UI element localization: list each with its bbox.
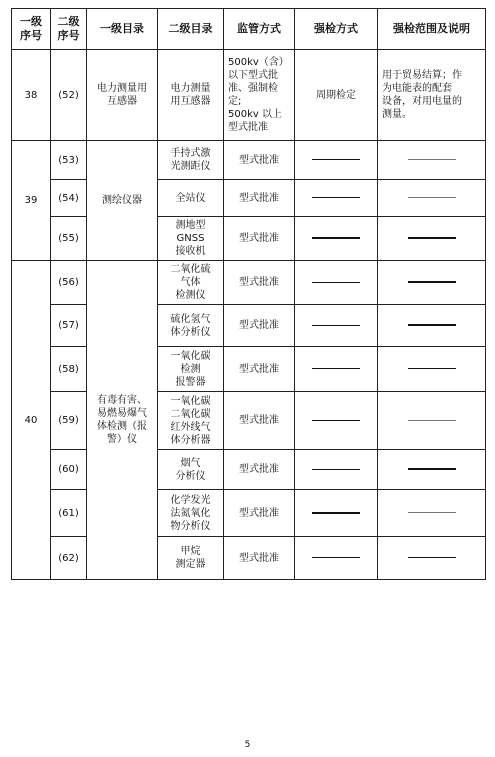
level2-no: (59) (51, 392, 87, 450)
dash-placeholder (312, 368, 360, 369)
inspection-mode (295, 305, 378, 347)
level1-no: 39 (12, 141, 51, 261)
level1-category: 有毒有害、 易燃易爆气 体检测（报 警）仪 (87, 261, 158, 580)
dash-placeholder (312, 512, 360, 514)
level1-no: 40 (12, 261, 51, 580)
level2-item: 一氧化碳 检测 报警器 (158, 347, 224, 392)
level2-item: 甲烷 测定器 (158, 537, 224, 580)
header-level2-catalog: 二级目录 (158, 9, 224, 50)
supervision-mode: 型式批准 (224, 305, 295, 347)
level2-no: (54) (51, 180, 87, 217)
scope-description (378, 141, 486, 180)
inspection-mode (295, 450, 378, 490)
inspection-mode (295, 490, 378, 537)
level2-item: 测地型 GNSS 接收机 (158, 217, 224, 261)
scope-description (378, 392, 486, 450)
supervision-mode: 型式批准 (224, 347, 295, 392)
dash-placeholder (312, 557, 360, 558)
inspection-mode (295, 261, 378, 305)
level2-no: (60) (51, 450, 87, 490)
header-supervision: 监管方式 (224, 9, 295, 50)
dash-placeholder (408, 557, 456, 558)
level2-no: (62) (51, 537, 87, 580)
dash-placeholder (408, 324, 456, 326)
level2-item: 化学发光 法氮氧化 物分析仪 (158, 490, 224, 537)
scope-description: 用于贸易结算；作 为电能表的配套 设备，对用电量的 测量。 (378, 50, 486, 141)
table-row (12, 305, 486, 347)
scope-description (378, 217, 486, 261)
scope-description (378, 305, 486, 347)
dash-placeholder (312, 420, 360, 421)
scope-description (378, 180, 486, 217)
scope-description (378, 450, 486, 490)
level2-no: (56) (51, 261, 87, 305)
dash-placeholder (312, 197, 360, 198)
dash-placeholder (408, 512, 456, 513)
inspection-mode (295, 392, 378, 450)
level2-no: (55) (51, 217, 87, 261)
level2-no: (61) (51, 490, 87, 537)
table-row (12, 180, 486, 217)
dash-placeholder (312, 237, 360, 239)
supervision-mode: 型式批准 (224, 180, 295, 217)
table-row (12, 217, 486, 261)
scope-description (378, 261, 486, 305)
supervision-mode: 型式批准 (224, 537, 295, 580)
inspection-mode: 周期检定 (295, 50, 378, 141)
dash-placeholder (312, 282, 360, 283)
level2-no: (58) (51, 347, 87, 392)
supervision-mode: 型式批准 (224, 261, 295, 305)
level2-item: 一氧化碳 二氧化碳 红外线气 体分析器 (158, 392, 224, 450)
level2-item: 二氧化硫 气体 检测仪 (158, 261, 224, 305)
level1-no: 38 (12, 50, 51, 141)
dash-placeholder (408, 368, 456, 369)
dash-placeholder (408, 159, 456, 160)
level2-no: (57) (51, 305, 87, 347)
scope-description (378, 537, 486, 580)
table-row (12, 537, 486, 580)
table-row (12, 347, 486, 392)
dash-placeholder (408, 281, 456, 283)
level2-no: (52) (51, 50, 87, 141)
table-row (12, 50, 486, 141)
level2-no: (53) (51, 141, 87, 180)
scope-description (378, 490, 486, 537)
scope-description (378, 347, 486, 392)
inspection-mode (295, 347, 378, 392)
level2-item: 硫化氢气 体分析仪 (158, 305, 224, 347)
supervision-mode: 型式批准 (224, 217, 295, 261)
header-level2-no: 二级 序号 (51, 9, 87, 50)
inspection-mode (295, 217, 378, 261)
level2-item: 手持式激 光测距仪 (158, 141, 224, 180)
inspection-mode (295, 141, 378, 180)
dash-placeholder (312, 159, 360, 160)
table-row (12, 392, 486, 450)
dash-placeholder (408, 420, 456, 421)
level2-item: 全站仪 (158, 180, 224, 217)
table-row (12, 141, 486, 180)
header-row (12, 9, 486, 50)
level2-item: 烟气 分析仪 (158, 450, 224, 490)
page-number: 5 (244, 740, 251, 750)
table-row (12, 450, 486, 490)
supervision-mode: 型式批准 (224, 450, 295, 490)
supervision-mode: 500kv（含） 以下型式批 准、强制检 定; 500kv 以上 型式批准 (224, 50, 295, 141)
supervision-mode: 型式批准 (224, 141, 295, 180)
dash-placeholder (312, 469, 360, 470)
inspection-mode (295, 180, 378, 217)
supervision-mode: 型式批准 (224, 490, 295, 537)
header-inspection: 强检方式 (295, 9, 378, 50)
header-level1-catalog: 一级目录 (87, 9, 158, 50)
header-level1-no: 一级 序号 (12, 9, 51, 50)
table-row (12, 261, 486, 305)
supervision-mode: 型式批准 (224, 392, 295, 450)
level1-category: 电力测量用 互感器 (87, 50, 158, 141)
header-scope: 强检范围及说明 (378, 9, 486, 50)
dash-placeholder (312, 325, 360, 326)
level1-category: 测绘仪器 (87, 141, 158, 261)
dash-placeholder (408, 468, 456, 470)
instrument-table (11, 8, 486, 580)
inspection-mode (295, 537, 378, 580)
dash-placeholder (408, 197, 456, 198)
dash-placeholder (408, 237, 456, 239)
level2-item: 电力测量 用互感器 (158, 50, 224, 141)
table-row (12, 490, 486, 537)
